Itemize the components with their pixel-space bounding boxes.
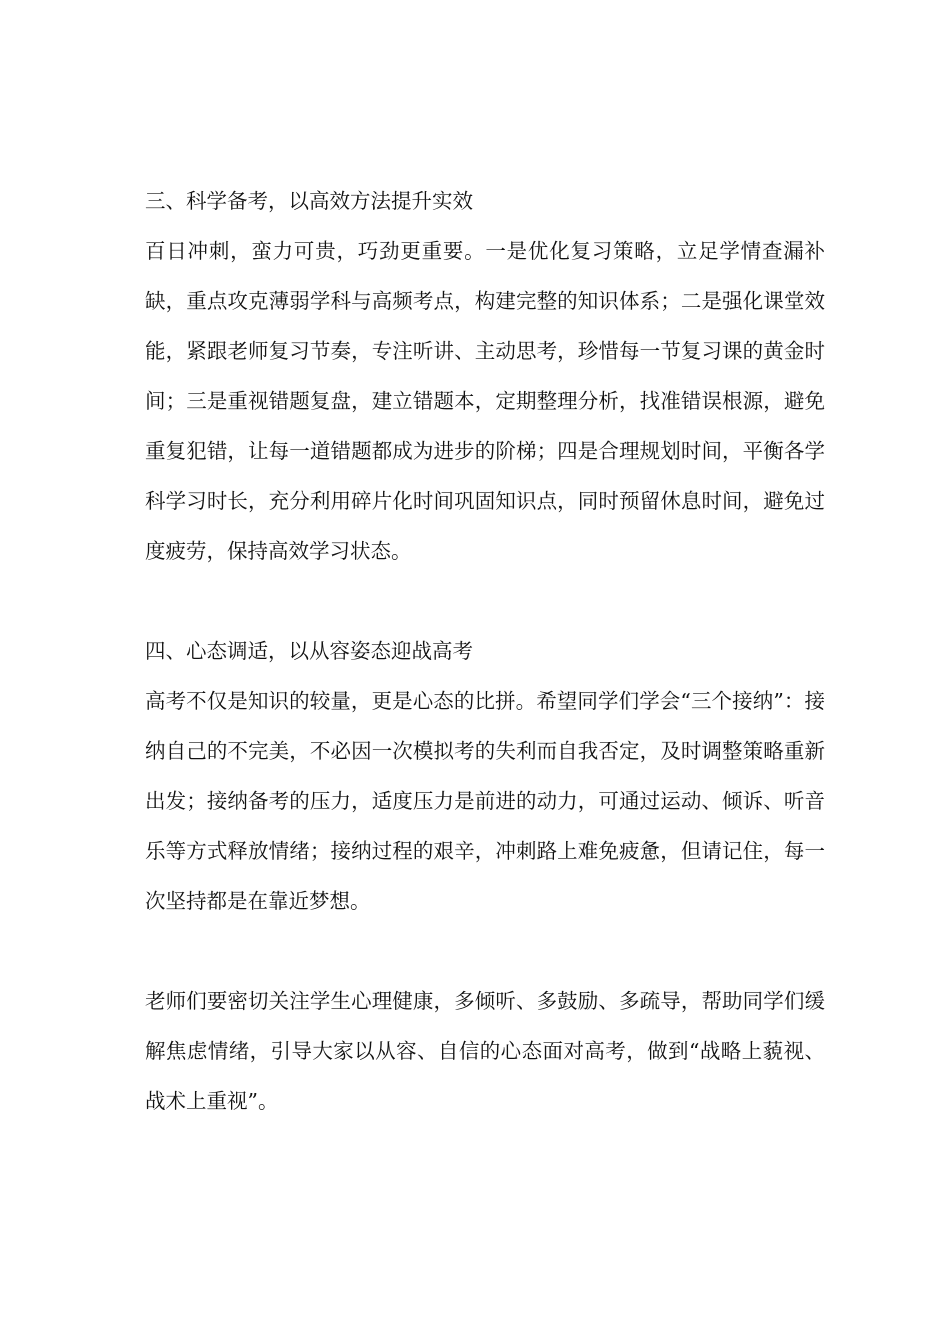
section-3-paragraph-1: 百日冲刺，蛮力可贵，巧劲更重要。一是优化复习策略，立足学情查漏补缺，重点攻克薄弱学科与高频考点，构建完整的知识体系；二是强化课堂效能，紧跟老师复习节奏，专注听讲、主动思考，珍惜每一节复习课的黄金时间；三是重视错题复盘，建立错题本，定期整理分析，找准错误根源，避免重复犯错，让每一道错题都成为进步的阶梯；四是合理规划时间，平衡各学科学习时长，充分利用碎片化时间巩固知识点，同时预留休息时间，避免过度疲劳，保持高效学习状态。 — [145, 239, 825, 563]
paragraph-gap — [145, 926, 825, 976]
section-heading-4: 四、心态调适，以从容姿态迎战高考 — [145, 639, 473, 663]
section-4-paragraph-2: 老师们要密切关注学生心理健康，多倾听、多鼓励、多疏导，帮助同学们缓解焦虑情绪，引导大家以从容、自信的心态面对高考，做到“战略上藐视、战术上重视”。 — [145, 989, 825, 1113]
section-4-paragraph-1: 高考不仅是知识的较量，更是心态的比拼。希望同学们学会“三个接纳”：接纳自己的不完美，不必因一次模拟考的失利而自我否定，及时调整策略重新出发；接纳备考的压力，适度压力是前进的动力，可通过运动、倾诉、听音乐等方式释放情绪；接纳过程的艰辛，冲刺路上难免疲惫，但请记住，每一次坚持都是在靠近梦想。 — [145, 689, 825, 913]
document-body — [145, 176, 825, 1126]
section-heading-3: 三、科学备考，以高效方法提升实效 — [145, 189, 473, 213]
section-gap — [145, 576, 825, 626]
